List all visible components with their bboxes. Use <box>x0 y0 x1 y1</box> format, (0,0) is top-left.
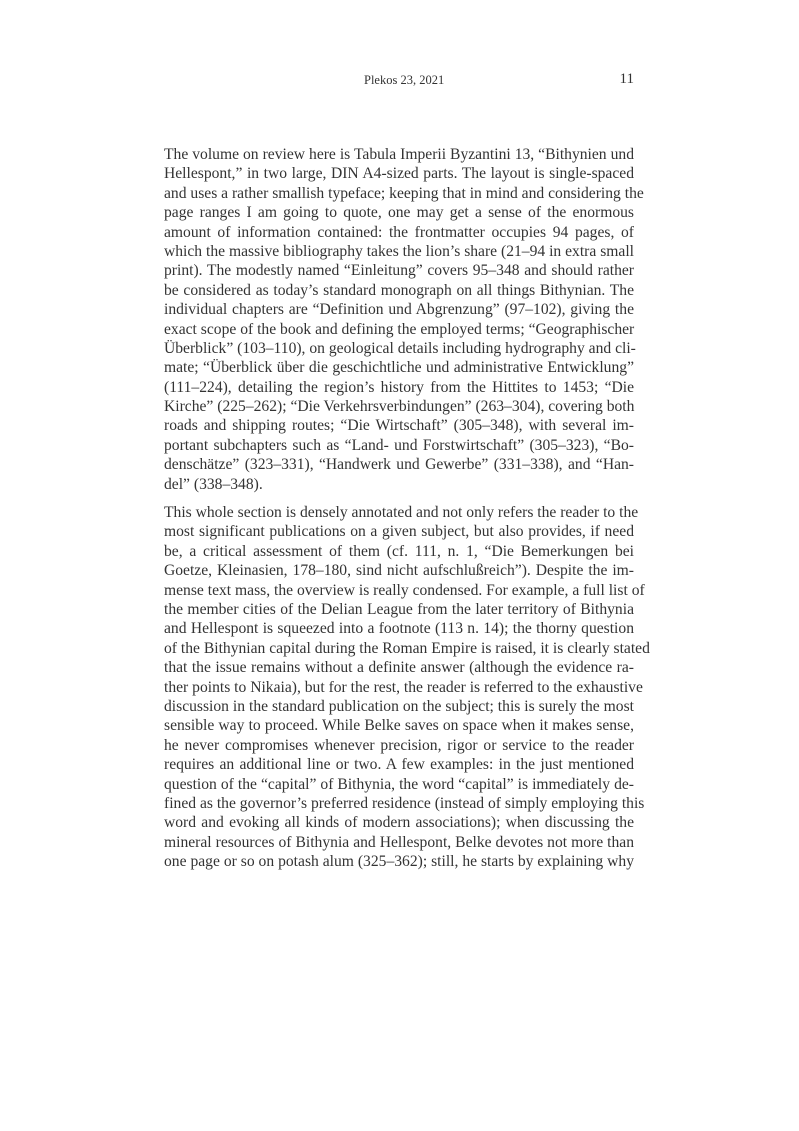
page-number: 11 <box>619 71 634 87</box>
text-line: be, a critical assessment of them (cf. 111, n. 1, “Die Bemerkungen bei <box>164 542 634 560</box>
text-line: ther points to Nikaia), but for the rest, the reader is referred to the exhaustive <box>164 678 643 696</box>
text-line: Überblick” (103–110), on geological details including hydrography and cli- <box>164 339 636 357</box>
text-line: word and evoking all kinds of modern associations); when discussing the <box>164 814 634 832</box>
text-line: discussion in the standard publication on the subject; this is surely the most <box>164 697 634 715</box>
text-line: This whole section is densely annotated and not only refers the reader to the <box>164 504 639 522</box>
text-line: portant subchapters such as “Land- und Forstwirtschaft” (305–323), “Bo- <box>164 436 634 454</box>
text-line: Hellespont,” in two large, DIN A4-sized parts. The layout is single-spaced <box>164 165 634 183</box>
text-line: requires an additional line or two. A few examples: in the just mentioned <box>164 756 634 774</box>
text-line: Kirche” (225–262); “Die Verkehrsverbindungen” (263–304), covering both <box>164 398 635 416</box>
text-line: which the massive bibliography takes the lion’s share (21–94 in extra small <box>164 242 634 260</box>
text-line: print). The modestly named “Einleitung” covers 95–348 and should rather <box>164 262 634 280</box>
body-text <box>164 145 650 871</box>
text-line: mate; “Überblick über die geschichtliche und administrative Entwicklung” <box>164 359 634 377</box>
text-line: and Hellespont is squeezed into a footnote (113 n. 14); the thorny question <box>164 620 634 638</box>
journal-citation: Plekos 23, 2021 <box>364 73 445 87</box>
text-line: the member cities of the Delian League from the later territory of Bithynia <box>164 600 634 618</box>
paragraph-2 <box>164 503 650 871</box>
text-line: of the Bithynian capital during the Roman Empire is raised, it is clearly stated <box>164 639 650 657</box>
text-line: that the issue remains without a definite answer (although the evidence ra- <box>164 659 634 677</box>
text-line: fined as the governor’s preferred residence (instead of simply employing this <box>164 794 645 812</box>
text-line: question of the “capital” of Bithynia, the word “capital” is immediately de- <box>164 775 634 793</box>
text-line: amount of information contained: the frontmatter occupies 94 pages, of <box>164 223 634 241</box>
text-line: The volume on review here is Tabula Imperii Byzantini 13, “Bithynien und <box>164 146 634 163</box>
text-line: most significant publications on a given subject, but also provides, if need <box>164 523 634 541</box>
text-line: Goetze, Kleinasien, 178–180, sind nicht aufschlußreich”). Despite the im- <box>164 562 634 580</box>
text-line: sensible way to proceed. While Belke saves on space when it makes sense, <box>164 717 634 735</box>
text-line: mense text mass, the overview is really condensed. For example, a full list of <box>164 581 645 599</box>
text-line: one page or so on potash alum (325–362); still, he starts by explaining why <box>164 853 634 871</box>
text-line: and uses a rather smallish typeface; keeping that in mind and considering the <box>164 184 644 202</box>
text-line: denschätze” (323–331), “Handwerk und Gewerbe” (331–338), and “Han- <box>164 456 634 474</box>
text-line: mineral resources of Bithynia and Hellespont, Belke devotes not more than <box>164 833 634 851</box>
text-line: roads and shipping routes; “Die Wirtschaft” (305–348), with several im- <box>164 417 634 435</box>
text-line: (111–224), detailing the region’s history from the Hittites to 1453; “Die <box>164 378 634 396</box>
paragraph-1 <box>164 145 644 494</box>
text-line: del” (338–348). <box>164 475 263 493</box>
text-line: he never compromises whenever precision, rigor or service to the reader <box>164 736 634 754</box>
running-head <box>0 73 799 93</box>
text-line: exact scope of the book and defining the employed terms; “Geographischer <box>164 320 635 338</box>
text-line: be considered as today’s standard monograph on all things Bithynian. The <box>164 281 634 299</box>
text-line: page ranges I am going to quote, one may get a sense of the enormous <box>164 204 634 222</box>
text-line: individual chapters are “Definition und Abgrenzung” (97–102), giving the <box>164 301 634 319</box>
